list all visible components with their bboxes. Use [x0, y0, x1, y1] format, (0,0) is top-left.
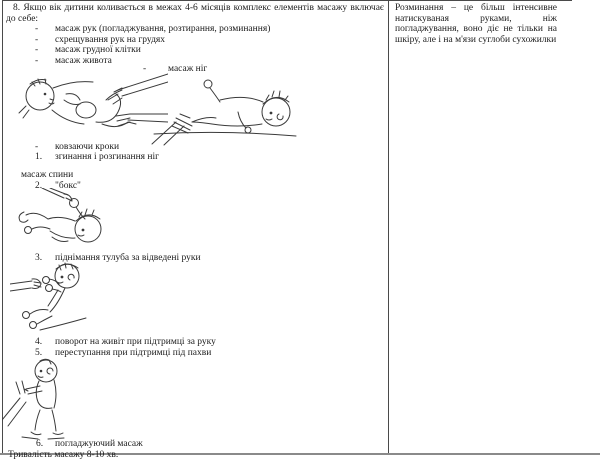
item-torso-raising: піднімання тулуба за відведені руки [55, 253, 201, 263]
bullet-dash: - [143, 64, 147, 74]
illustration-baby-torso-raise [10, 260, 92, 334]
bullet-dash: - [35, 35, 39, 45]
illustration-baby-stepping [2, 358, 77, 440]
illustration-baby-belly-massage [18, 70, 168, 144]
item-leg-flexion: згинання і розгинання ніг [55, 152, 160, 162]
item-number: 4. [35, 337, 43, 347]
massage-duration: Тривалість масажу 8-10 хв. [8, 450, 119, 460]
bullet-item-hand-massage: масаж рук (погладжування, розтирання, розминання) [55, 24, 271, 34]
bullet-dash: - [35, 142, 39, 152]
bullet-dash: - [35, 24, 39, 34]
item-stroking-massage: погладжуючий масаж [55, 439, 143, 449]
kneading-definition-paragraph: Розминання – це більш інтенсивне натискуваная руками, ніж погладжування, воно діє не тільки на шкіру, але і на м'язи суглоби сухожилки [395, 3, 557, 45]
bullet-item-gliding-steps: ковзаючи кроки [55, 142, 120, 152]
illustration-baby-boxing [12, 188, 107, 246]
item-number: 2. [35, 181, 43, 191]
table-column-divider [388, 0, 389, 453]
intro-paragraph: 8. Якщо вік дитини коливається в межах 4-6 місяців комплекс елементів масажу включає до себе: [6, 3, 384, 24]
bullet-item-leg-massage: масаж ніг [168, 64, 208, 74]
table-border-top [2, 0, 572, 1]
bullet-dash: - [35, 56, 39, 66]
item-number: 3. [35, 253, 43, 263]
bullet-dash: - [35, 45, 39, 55]
bullet-item-belly-massage: масаж живота [55, 56, 112, 66]
bullet-item-arm-crossing: схрещування рук на грудях [55, 35, 166, 45]
item-number: 5. [35, 348, 43, 358]
back-massage-label: масаж спини [21, 170, 74, 180]
bullet-item-chest-massage: масаж грудної клітки [55, 45, 141, 55]
illustration-baby-leg-massage [150, 72, 300, 146]
item-number: 1. [35, 152, 43, 162]
item-turn-to-belly: поворот на живіт при підтримці за руку [55, 337, 216, 347]
item-boxing: "бокс" [55, 181, 81, 191]
item-number: 6. [36, 439, 44, 449]
item-stepping: переступання при підтримці під пахви [55, 348, 212, 358]
